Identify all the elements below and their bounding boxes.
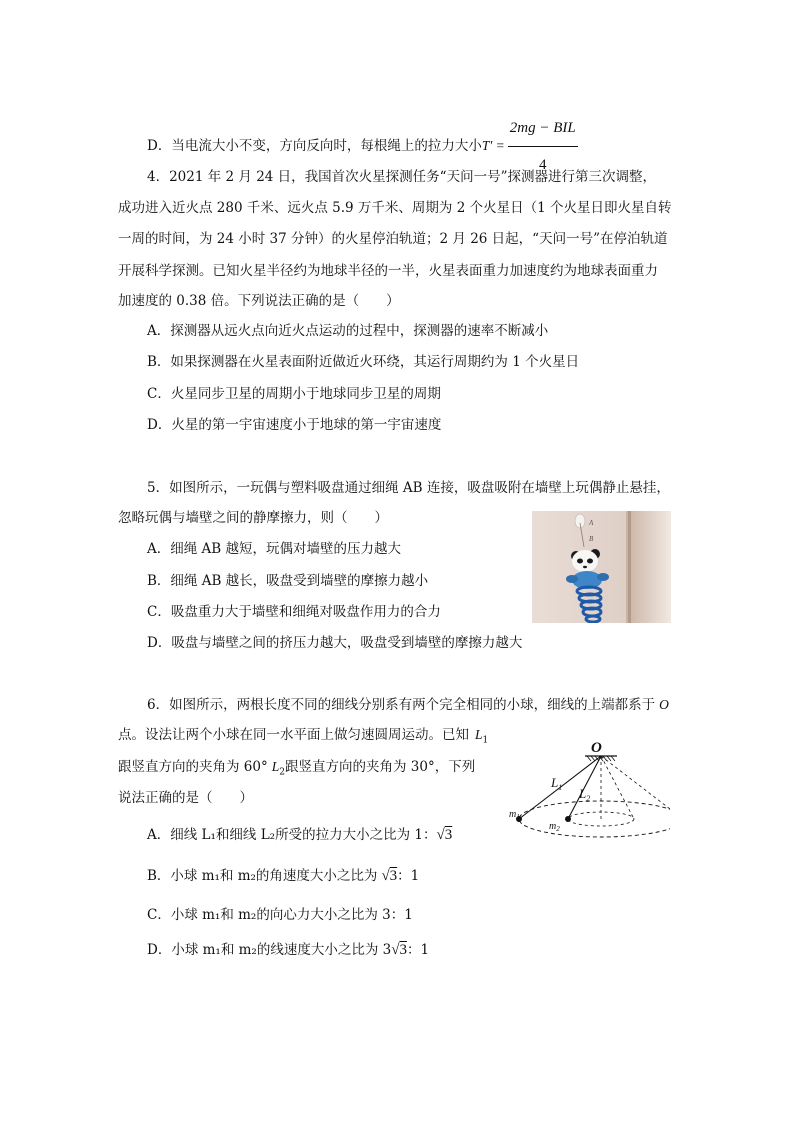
q6-option-a: A．细线 L₁和细线 L₂所受的拉力大小之比为 1：√3 xyxy=(147,827,453,843)
q5-option-b: B．细绳 AB 越长，吸盘受到墙壁的摩擦力越小 xyxy=(147,573,429,589)
sqrt-3: √3 xyxy=(391,942,407,958)
q4-line-1: 4．2021 年 2 月 24 日，我国首次火星探测任务“天问一号”探测器进行第三次调整， xyxy=(147,169,656,185)
q6-line-1: 6．如图所示，两根长度不同的细线分别系有两个完全相同的小球，细线的上端都系于 O xyxy=(147,697,669,713)
sqrt-3: √3 xyxy=(381,868,398,884)
tension-symbol: T′ = xyxy=(481,138,505,153)
ball-m2 xyxy=(565,816,571,822)
q4-line-2: 成功进入近火点 280 千米、远火点 5.9 万千米、周期为 2 个火星日（1 个火星日即火星自转 xyxy=(118,200,672,216)
door-frame xyxy=(626,511,671,623)
q4-option-b: B．如果探测器在火星表面附近做近火环绕，其运行周期约为 1 个火星日 xyxy=(147,354,580,370)
q4-option-d: D．火星的第一宇宙速度小于地球的第一宇宙速度 xyxy=(147,417,442,433)
q5-option-a: A．细绳 AB 越短，玩偶对墙壁的压力越大 xyxy=(147,541,402,557)
point-o-label: O xyxy=(591,740,602,756)
conical-pendulum-diagram xyxy=(505,735,670,845)
q4-line-3: 一周的时间，为 24 小时 37 分钟）的火星停泊轨道；2 月 26 日起，“天问一号”在停泊轨道 xyxy=(118,231,668,247)
large-orbit xyxy=(519,801,670,837)
l1-label: $L_1$ xyxy=(551,775,563,792)
q6-line-2: 点。设法让两个小球在同一水平面上做匀速圆周运动。已知 $L_1$ xyxy=(118,727,489,746)
doll-photo xyxy=(532,511,671,623)
q6-line-3: 跟竖直方向的夹角为 60° $L_2$跟竖直方向的夹角为 30°，下列 xyxy=(118,759,476,778)
q4-line-5: 加速度的 0.38 倍。下列说法正确的是（ ） xyxy=(118,293,400,309)
m2-label: $m_2$ xyxy=(549,821,560,833)
q6-option-b: B．小球 m₁和 m₂的角速度大小之比为 √3：1 xyxy=(147,868,420,884)
l2-label: $L_2$ xyxy=(579,786,591,803)
q5-line-1: 5．如图所示，一玩偶与塑料吸盘通过细绳 AB 连接，吸盘吸附在墙壁上玩偶静止悬挂， xyxy=(147,480,670,496)
label-a: A xyxy=(589,519,594,527)
q3-option-d: D．当电流大小不变，方向反向时，每根绳上的拉力大小T′ = $\frac{\text{2mg − BIL}}{4}$ xyxy=(147,111,578,182)
q4-line-4: 开展科学探测。已知火星半径约为地球半径的一半，火星表面重力加速度约为地球表面重力 xyxy=(118,263,658,279)
suction-cup xyxy=(575,514,585,528)
cone-edge-inner xyxy=(601,756,634,819)
q5-option-d: D．吸盘与墙壁之间的挤压力越大，吸盘受到墙壁的摩擦力越大 xyxy=(147,635,523,651)
q6-option-c: C．小球 m₁和 m₂的向心力大小之比为 3：1 xyxy=(147,907,413,923)
tension-fraction: $\frac{\text{2mg − BIL}}{4}$ xyxy=(508,111,578,182)
q4-option-c: C．火星同步卫星的周期小于地球同步卫星的周期 xyxy=(147,386,441,402)
q4-option-a: A．探测器从远火点向近火点运动的过程中，探测器的速率不断减小 xyxy=(147,323,549,339)
q6-line-4: 说法正确的是（ ） xyxy=(118,790,253,806)
cone-edge-right xyxy=(601,756,670,819)
m1-label: $m_1$ xyxy=(509,809,520,821)
q5-line-2: 忽略玩偶与墙壁之间的静摩擦力，则（ ） xyxy=(118,510,388,526)
sqrt-3: √3 xyxy=(436,827,453,843)
door-edge xyxy=(628,511,631,623)
label-b: B xyxy=(589,535,594,543)
q6-option-d: D．小球 m₁和 m₂的线速度大小之比为 3√3：1 xyxy=(147,942,430,958)
q5-option-c: C．吸盘重力大于墙壁和细绳对吸盘作用力的合力 xyxy=(147,604,441,620)
